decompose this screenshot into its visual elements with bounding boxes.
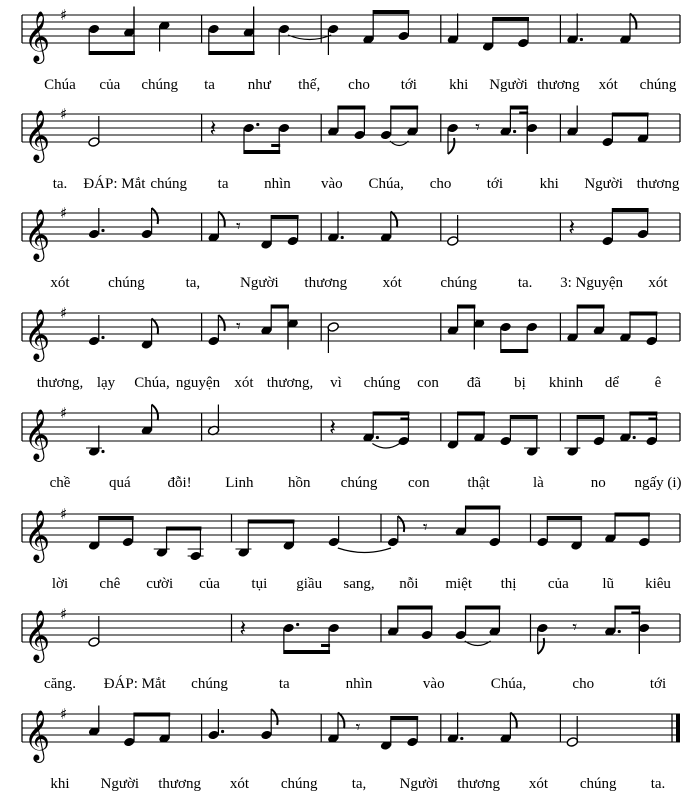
quarter-rest-icon: 𝄽 <box>568 216 576 241</box>
staff-system <box>22 6 680 93</box>
lyric-syllable: xót <box>648 275 668 291</box>
treble-clef-icon: 𝄞 <box>24 11 51 62</box>
lyric-syllable: hồn <box>287 475 311 491</box>
lyric-syllable: ĐÁP: Mắt <box>83 176 146 192</box>
lyric-syllable: cho <box>429 176 452 192</box>
augmentation-dot <box>101 336 104 339</box>
treble-clef-icon: 𝄞 <box>24 710 51 761</box>
lyric-syllable: ê <box>654 375 662 391</box>
eighth-rest-icon: 𝄾 <box>572 617 578 638</box>
eighth-flag <box>538 638 544 654</box>
lyric-syllable: ta. <box>650 776 666 792</box>
eighth-flag <box>271 709 277 725</box>
lyric-syllable: nguyện <box>175 375 221 391</box>
lyric-syllable: chúng <box>579 776 617 792</box>
eighth-beam <box>284 650 330 654</box>
quarter-rest-icon: 𝄽 <box>239 617 247 642</box>
lyric-syllable: ta. <box>517 275 533 291</box>
lyric-syllable: vì <box>330 375 342 391</box>
quarter-rest-icon: 𝄽 <box>209 117 217 142</box>
staff-system <box>22 505 680 592</box>
augmentation-dot <box>101 450 104 453</box>
lyric-syllable: con <box>407 475 430 491</box>
lyric-syllable: của <box>199 576 220 592</box>
eighth-rest-icon: 𝄾 <box>236 216 241 237</box>
lyric-syllable: xót <box>229 776 249 792</box>
lyric-syllable: thương, <box>266 375 314 391</box>
lyric-syllable: ta, <box>351 776 367 792</box>
sharp-key-signature-icon: ♯ <box>60 404 68 422</box>
sharp-key-signature-icon: ♯ <box>60 705 68 723</box>
lyric-syllable: Linh <box>225 475 254 491</box>
lyric-syllable: chúng <box>191 676 228 692</box>
augmentation-dot <box>376 436 379 439</box>
lyric-syllable: vào <box>320 176 343 192</box>
augmentation-dot <box>460 737 463 740</box>
quarter-rest-icon: 𝄽 <box>329 416 336 441</box>
eighth-beam <box>510 415 537 419</box>
lyric-syllable: quá <box>108 475 131 491</box>
treble-clef-icon: 𝄞 <box>24 110 51 161</box>
lyric-syllable: đỗi! <box>167 475 192 491</box>
eighth-beam <box>577 305 604 309</box>
eighth-beam <box>134 713 170 717</box>
eighth-beam <box>630 412 657 416</box>
eighth-beam <box>99 516 134 520</box>
lyric-syllable: Người <box>100 776 140 792</box>
lyric-syllable: cho <box>348 77 370 93</box>
eighth-beam <box>612 208 648 212</box>
staff-system <box>22 304 680 391</box>
sixteenth-beam <box>648 418 657 421</box>
sixteenth-beam <box>321 644 330 647</box>
eighth-beam <box>391 106 418 110</box>
lyric-syllable: cho <box>572 676 595 692</box>
treble-clef-icon: 𝄞 <box>24 610 51 661</box>
eighth-beam <box>89 51 135 55</box>
lyric-syllable: như <box>247 77 271 93</box>
eighth-beam <box>244 150 280 154</box>
staff-system <box>22 204 680 291</box>
lyric-syllable: 3: Nguyện <box>560 275 624 291</box>
eighth-beam <box>398 606 433 610</box>
eighth-beam <box>338 106 365 110</box>
augmentation-dot <box>101 229 104 232</box>
eighth-flag <box>398 516 404 532</box>
lyric-syllable: vào <box>422 676 445 692</box>
treble-clef-icon: 𝄞 <box>24 510 51 561</box>
lyric-syllable: khi <box>50 776 70 792</box>
augmentation-dot <box>256 123 259 126</box>
lyric-syllable: kiêu <box>645 576 671 592</box>
sharp-key-signature-icon: ♯ <box>60 605 68 623</box>
eighth-beam <box>167 527 202 531</box>
lyric-syllable: chúng <box>639 77 677 93</box>
lyric-syllable: Người <box>399 776 439 792</box>
lyric-syllable: lời <box>51 576 69 592</box>
lyric-syllable: tới <box>649 676 667 692</box>
sharp-key-signature-icon: ♯ <box>60 204 68 222</box>
eighth-beam <box>458 412 485 416</box>
lyric-syllable: khinh <box>548 375 584 391</box>
lyric-syllable: ta. <box>52 176 68 192</box>
lyric-syllable: chúng <box>340 475 378 491</box>
lyric-syllable: ta <box>278 676 290 692</box>
lyric-syllable: thương <box>536 77 580 93</box>
lyric-syllable: Chúa, <box>490 676 527 692</box>
lyric-syllable: no <box>590 475 606 491</box>
eighth-beam <box>547 516 582 520</box>
eighth-flag <box>152 208 158 224</box>
eighth-beam <box>209 51 255 55</box>
lyric-syllable: của <box>99 77 121 93</box>
eighth-beam <box>577 415 604 419</box>
lyric-syllable: sang, <box>343 576 375 592</box>
sharp-key-signature-icon: ♯ <box>60 6 68 24</box>
lyric-syllable: chúng <box>150 176 188 192</box>
lyric-syllable: là <box>532 475 544 491</box>
staff-system <box>22 105 680 192</box>
augmentation-dot <box>513 130 516 133</box>
lyric-syllable: thế, <box>298 77 321 93</box>
eighth-beam <box>612 113 648 117</box>
lyric-syllable: chúng <box>363 375 401 391</box>
lyric-syllable: thương, <box>36 375 84 391</box>
treble-clef-icon: 𝄞 <box>24 409 51 460</box>
eighth-beam <box>248 520 294 524</box>
lyric-syllable: ta <box>204 77 215 93</box>
augmentation-dot <box>580 38 583 41</box>
sixteenth-beam <box>400 418 409 421</box>
lyric-syllable: nhìn <box>264 176 291 192</box>
lyric-syllable: xót <box>528 776 548 792</box>
lyric-syllable: Người <box>240 275 279 291</box>
lyric-syllable: chê <box>99 576 121 592</box>
lyric-syllable: dể <box>604 375 620 391</box>
lyric-syllable: chúng <box>440 275 478 291</box>
staff-system <box>22 605 680 692</box>
lyric-syllable: thương <box>457 776 500 792</box>
lyric-syllable: xót <box>382 275 402 291</box>
lyric-syllable: chúng <box>141 77 179 93</box>
sixteenth-beam <box>631 612 640 615</box>
lyric-syllable: chúng <box>108 275 145 291</box>
lyric-syllable: đã <box>466 375 482 391</box>
eighth-beam <box>373 10 409 14</box>
lyric-syllable: ta, <box>185 275 201 291</box>
eighth-beam <box>615 513 650 517</box>
eighth-beam <box>271 215 298 219</box>
eighth-beam <box>458 305 476 309</box>
eighth-rest-icon: 𝄾 <box>355 717 361 738</box>
lyric-syllable: khi <box>449 77 469 93</box>
sharp-key-signature-icon: ♯ <box>60 505 68 523</box>
lyric-syllable: tới <box>486 176 504 192</box>
lyric-syllable: tới <box>400 77 417 93</box>
lyric-syllable: thật <box>467 475 490 491</box>
lyric-syllable: tụi <box>251 576 268 592</box>
augmentation-dot <box>633 436 636 439</box>
eighth-rest-icon: 𝄾 <box>236 316 241 337</box>
treble-clef-icon: 𝄞 <box>24 209 51 260</box>
lyric-syllable: ĐÁP: Mắt <box>103 676 166 692</box>
eighth-beam <box>466 506 501 510</box>
lyric-syllable: nỗi <box>399 576 419 592</box>
lyric-syllable: căng. <box>43 676 77 692</box>
lyric-syllable: giầu <box>296 576 323 592</box>
lyric-syllable: của <box>547 576 569 592</box>
augmentation-dot <box>296 623 299 626</box>
lyric-syllable: xót <box>234 375 254 391</box>
augmentation-dot <box>221 730 224 733</box>
augmentation-dot <box>618 630 621 633</box>
lyric-syllable: cười <box>146 576 174 592</box>
lyric-syllable: chề <box>49 475 71 491</box>
lyric-syllable: Chúa, <box>368 176 404 192</box>
lyric-syllable: nhìn <box>345 676 373 692</box>
sharp-key-signature-icon: ♯ <box>60 105 68 123</box>
lyric-syllable: khi <box>539 176 559 192</box>
treble-clef-icon: 𝄞 <box>24 309 51 360</box>
staff-system <box>22 404 682 491</box>
lyric-syllable: bị <box>514 375 526 391</box>
eighth-beam <box>510 106 528 110</box>
lyric-syllable: lạy <box>96 375 116 391</box>
lyric-syllable: thị <box>500 576 517 592</box>
eighth-flag <box>448 138 454 154</box>
lyric-syllable: thương <box>158 776 201 792</box>
eighth-beam <box>373 412 409 416</box>
eighth-beam <box>493 17 529 21</box>
lyric-syllable: Chúa <box>44 77 76 93</box>
augmentation-dot <box>341 236 344 239</box>
eighth-rest-icon: 𝄾 <box>475 117 480 138</box>
lyric-syllable: miệt <box>445 576 473 592</box>
staff-system <box>22 705 680 792</box>
lyric-syllable: ta <box>217 176 229 192</box>
lyric-syllable: Người <box>584 176 623 192</box>
eighth-beam <box>466 606 501 610</box>
tie-arc <box>338 548 391 553</box>
lyric-syllable: xót <box>598 77 618 93</box>
eighth-beam <box>391 716 418 720</box>
sixteenth-beam <box>271 144 280 147</box>
final-thick-barline <box>676 714 680 742</box>
eighth-beam <box>501 349 528 353</box>
lyric-syllable: Người <box>489 77 528 93</box>
sixteenth-beam <box>519 112 528 115</box>
eighth-rest-icon: 𝄾 <box>422 517 428 538</box>
eighth-flag <box>218 315 224 331</box>
lyric-syllable: con <box>417 375 439 391</box>
eighth-beam <box>615 606 640 610</box>
lyric-syllable: thương <box>304 275 348 291</box>
lyric-syllable: xót <box>50 275 70 291</box>
eighth-beam <box>630 312 657 316</box>
lyric-syllable: Chúa, <box>134 375 170 391</box>
lyric-syllable: lũ <box>602 576 615 592</box>
lyric-syllable: chúng <box>280 776 318 792</box>
lyric-syllable: ngấy (i) <box>634 475 682 491</box>
lyric-syllable: thương <box>636 176 680 192</box>
tie-arc <box>372 444 399 449</box>
sharp-key-signature-icon: ♯ <box>60 304 68 322</box>
eighth-beam <box>271 305 289 309</box>
